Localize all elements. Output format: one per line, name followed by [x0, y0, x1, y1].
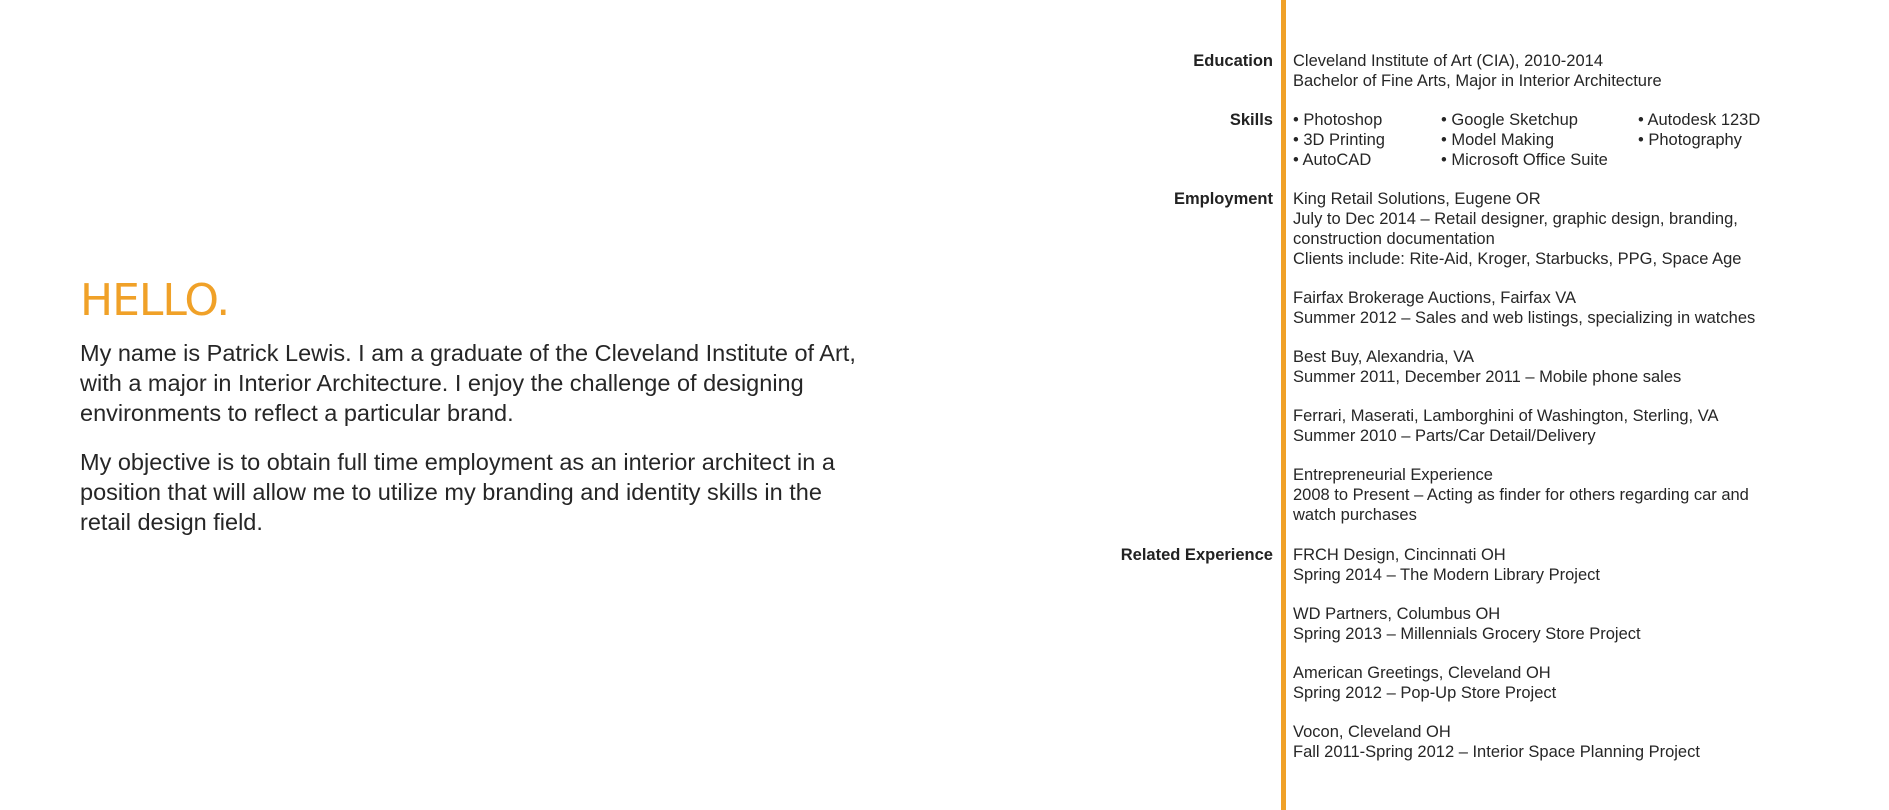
related-experience-content — [1293, 545, 1773, 762]
employment-entry — [1293, 465, 1773, 525]
education-line: Cleveland Institute of Art (CIA), 2010-2014 — [1293, 52, 1604, 70]
skill-item: • Autodesk 123D — [1638, 111, 1761, 129]
entry-line: FRCH Design, Cincinnati OH — [1293, 546, 1506, 564]
entry-line: Summer 2012 – Sales and web listings, specializing in watches — [1293, 309, 1756, 327]
entry-line: WD Partners, Columbus OH — [1293, 605, 1501, 623]
entry-line: Spring 2012 – Pop-Up Store Project — [1293, 684, 1557, 702]
employment-content — [1293, 189, 1773, 525]
entry-line: Entrepreneurial Experience — [1293, 466, 1493, 484]
related-experience-label: Related Experience — [1120, 546, 1273, 564]
skill-item: • AutoCAD — [1293, 151, 1372, 169]
employment-entry — [1293, 288, 1773, 328]
skills-grid — [1293, 110, 1773, 170]
skills-content — [1293, 110, 1773, 170]
related-entry — [1293, 545, 1773, 585]
skill-item: • Photoshop — [1293, 111, 1383, 129]
employment-entry — [1293, 189, 1773, 269]
entry-line: 2008 to Present – Acting as finder for others regarding car and — [1293, 486, 1749, 504]
entry-line: Summer 2011, December 2011 – Mobile phone sales — [1293, 368, 1682, 386]
related-entry — [1293, 604, 1773, 644]
education-line: Bachelor of Fine Arts, Major in Interior Architecture — [1293, 72, 1662, 90]
entry-line: Summer 2010 – Parts/Car Detail/Delivery — [1293, 427, 1596, 445]
entry-line: July to Dec 2014 – Retail designer, graphic design, branding, — [1293, 210, 1738, 228]
entry-line: watch purchases — [1293, 506, 1417, 524]
education-label: Education — [1193, 52, 1273, 70]
skill-item: • 3D Printing — [1293, 131, 1385, 149]
entry-line: Best Buy, Alexandria, VA — [1293, 348, 1474, 366]
entry-line: American Greetings, Cleveland OH — [1293, 664, 1551, 682]
entry-line: Vocon, Cleveland OH — [1293, 723, 1451, 741]
entry-line: Spring 2013 – Millennials Grocery Store Project — [1293, 625, 1641, 643]
related-entry — [1293, 722, 1773, 762]
intro-block — [80, 276, 870, 556]
skill-item: • Photography — [1638, 131, 1742, 149]
entry-line: Fall 2011-Spring 2012 – Interior Space Planning Project — [1293, 743, 1700, 761]
related-entry — [1293, 663, 1773, 703]
skill-item: • Microsoft Office Suite — [1441, 151, 1608, 169]
entry-line: Spring 2014 – The Modern Library Project — [1293, 566, 1600, 584]
employment-entry — [1293, 347, 1773, 387]
objective-paragraph: My objective is to obtain full time employment as an interior architect in a position that will allow me to utilize my branding and identity skills in the retail design field. — [80, 449, 835, 535]
greeting-heading: HELLO. — [80, 275, 230, 326]
entry-line: Fairfax Brokerage Auctions, Fairfax VA — [1293, 289, 1577, 307]
accent-divider — [1281, 0, 1286, 810]
education-content — [1293, 51, 1773, 91]
skills-label: Skills — [1229, 111, 1273, 129]
employment-entry — [1293, 406, 1773, 446]
skill-item: • Model Making — [1441, 131, 1555, 149]
intro-paragraph: My name is Patrick Lewis. I am a graduate of the Cleveland Institute of Art, with a major in Interior Architecture. I enjoy the challenge of designing environments to reflect a particular brand. — [80, 340, 856, 426]
skill-item: • Google Sketchup — [1441, 111, 1578, 129]
entry-line: construction documentation — [1293, 230, 1495, 248]
entry-line: Clients include: Rite-Aid, Kroger, Starbucks, PPG, Space Age — [1293, 250, 1742, 268]
entry-line: King Retail Solutions, Eugene OR — [1293, 190, 1541, 208]
entry-line: Ferrari, Maserati, Lamborghini of Washington, Sterling, VA — [1293, 407, 1719, 425]
employment-label: Employment — [1173, 190, 1273, 208]
